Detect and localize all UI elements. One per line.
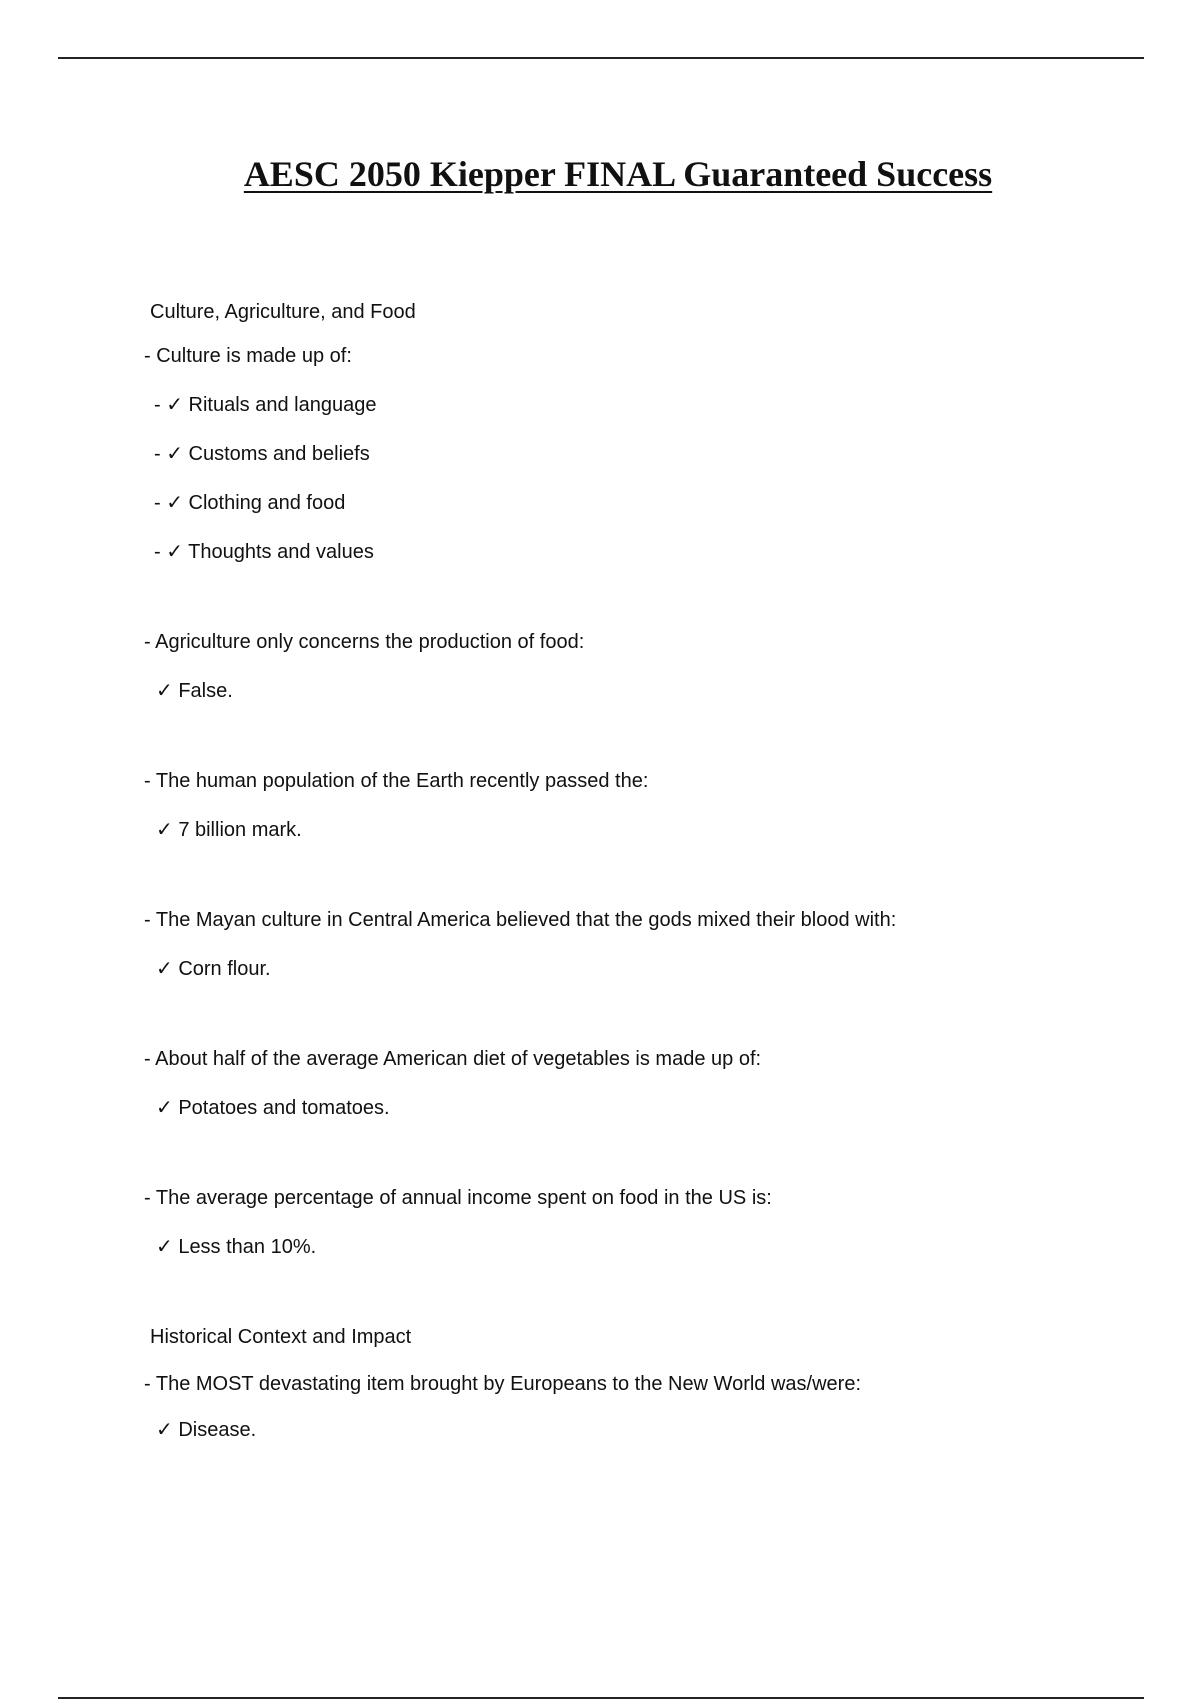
option-customs: - ✓ Customs and beliefs xyxy=(154,443,370,465)
question-culture-made-of: - Culture is made up of: xyxy=(144,345,352,367)
document-title xyxy=(0,152,1200,196)
option-thoughts: - ✓ Thoughts and values xyxy=(154,541,374,563)
option-clothing: - ✓ Clothing and food xyxy=(154,492,346,514)
answer-mayan: ✓ Corn flour. xyxy=(156,958,271,980)
answer-agriculture: ✓ False. xyxy=(156,680,233,702)
section-heading-culture: Culture, Agriculture, and Food xyxy=(150,301,416,323)
question-vegetables: - About half of the average American diet of vegetables is made up of: xyxy=(144,1048,762,1070)
question-agriculture: - Agriculture only concerns the production of food: xyxy=(144,631,585,653)
bottom-rule xyxy=(58,1697,1144,1699)
question-mayan: - The Mayan culture in Central America believed that the gods mixed their blood with: xyxy=(144,909,897,931)
question-income: - The average percentage of annual income spent on food in the US is: xyxy=(144,1187,772,1209)
answer-income: ✓ Less than 10%. xyxy=(156,1236,317,1258)
section-heading-historical: Historical Context and Impact xyxy=(150,1326,412,1348)
answer-devastating-item: ✓ Disease. xyxy=(156,1419,257,1441)
document-title-text: AESC 2050 Kiepper FINAL Guaranteed Success xyxy=(243,154,993,194)
option-rituals: - ✓ Rituals and language xyxy=(154,394,377,416)
question-devastating-item: - The MOST devastating item brought by Europeans to the New World was/were: xyxy=(144,1373,862,1395)
top-rule xyxy=(58,57,1144,59)
question-population: - The human population of the Earth recently passed the: xyxy=(144,770,649,792)
answer-vegetables: ✓ Potatoes and tomatoes. xyxy=(156,1097,390,1119)
answer-population: ✓ 7 billion mark. xyxy=(156,819,302,841)
